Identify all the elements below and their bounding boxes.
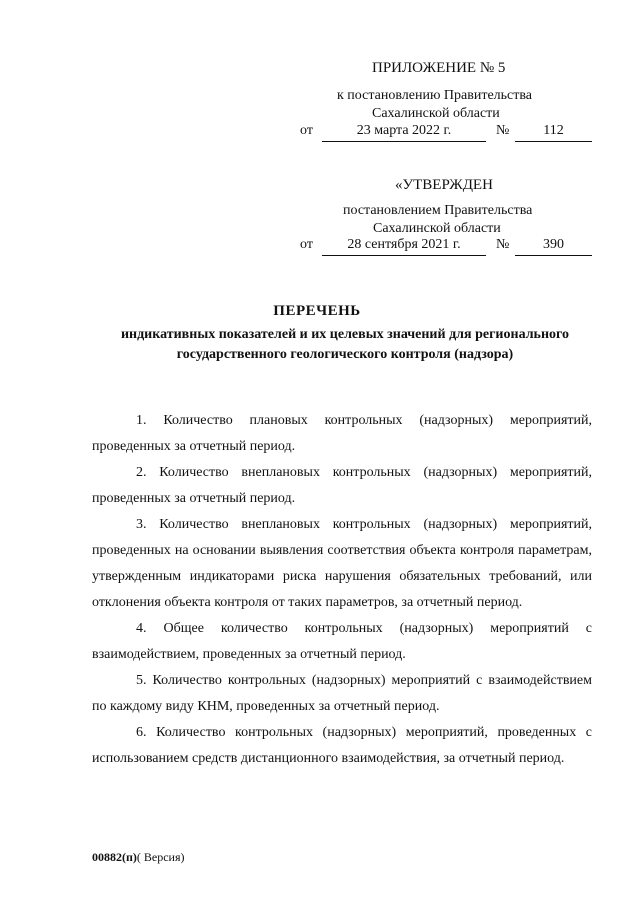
list-item: 5. Количество контрольных (надзорных) мероприятий с взаимодействием по каждому виду КНМ, проведенных за отчетный период.	[92, 673, 592, 714]
approved-reference-row	[0, 237, 634, 257]
appendix-line-2: Сахалинской области	[372, 106, 500, 121]
list-item: 3. Количество внеплановых контрольных (надзорных) мероприятий, проведенных на основании выявления соответствия объекта контроля параметрам, утвержденным индикаторами риска нарушения обязательных требований, или отклонения объекта контроля от таких параметров, за отчетный период.	[92, 517, 592, 610]
footer-code-number: 00882(п)	[92, 850, 137, 864]
document-subtitle: индикативных показателей и их целевых значений для регионального государственного геологического контроля (надзора)	[120, 327, 570, 362]
list-item: 4. Общее количество контрольных (надзорных) мероприятий с взаимодействием, проведенных за отчетный период.	[92, 621, 592, 662]
footer-version: ( Версия)	[136, 850, 185, 864]
appendix-number-label: №	[496, 123, 510, 138]
document-title: ПЕРЕЧЕНЬ	[273, 303, 361, 319]
appendix-date: 23 марта 2022 г.	[322, 123, 486, 142]
appendix-title: ПРИЛОЖЕНИЕ № 5	[372, 60, 506, 76]
approved-line-1: постановлением Правительства	[343, 203, 533, 218]
list-item: 1. Количество плановых контрольных (надзорных) мероприятий, проведенных за отчетный период.	[92, 413, 592, 454]
approved-number: 390	[515, 237, 592, 256]
list-item: 2. Количество внеплановых контрольных (надзорных) мероприятий, проведенных за отчетный период.	[92, 465, 592, 506]
appendix-from-label: от	[300, 123, 313, 138]
list-item: 6. Количество контрольных (надзорных) мероприятий, проведенных с использованием средств дистанционного взаимодействия, за отчетный период.	[92, 725, 592, 766]
appendix-number: 112	[515, 123, 592, 142]
appendix-line-1: к постановлению Правительства	[337, 88, 533, 103]
approved-line-2: Сахалинской области	[373, 221, 501, 236]
approved-from-label: от	[300, 237, 313, 252]
approved-number-label: №	[496, 237, 510, 252]
indicator-list	[92, 408, 592, 772]
approved-title: «УТВЕРЖДЕН	[395, 177, 493, 193]
appendix-reference-row	[0, 123, 634, 143]
approved-date: 28 сентября 2021 г.	[322, 237, 486, 256]
footer-code	[92, 850, 185, 865]
